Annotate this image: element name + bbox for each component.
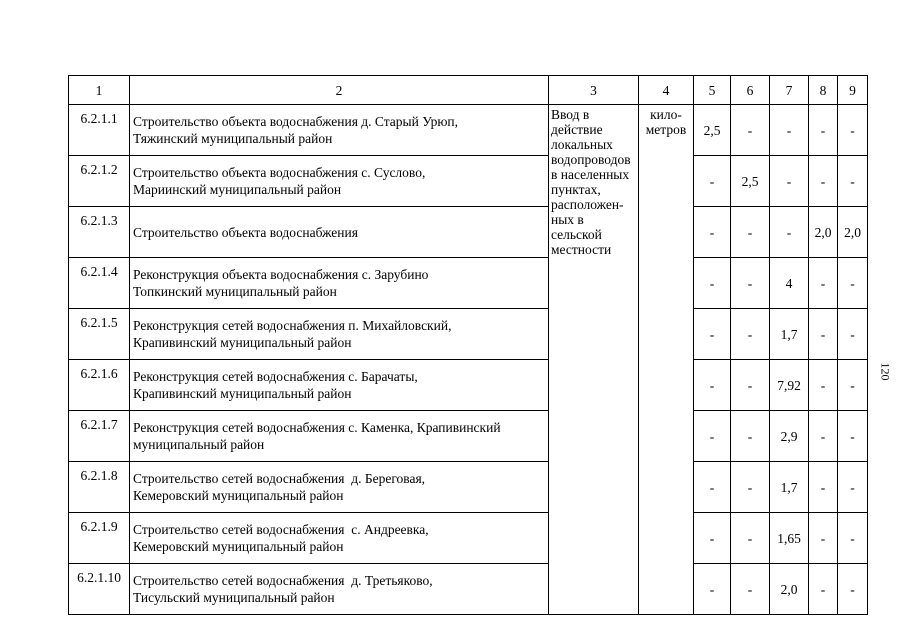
value-cell: 2,9: [770, 411, 809, 462]
value-cell: -: [770, 156, 809, 207]
column-header: 5: [694, 76, 731, 105]
row-name-line: Топкинский муниципальный район: [133, 284, 337, 299]
value-cell: -: [838, 156, 868, 207]
value-cell: -: [809, 564, 838, 615]
row-number: 6.2.1.3: [69, 207, 130, 258]
value-cell: -: [770, 207, 809, 258]
unit-of-measure: [639, 105, 694, 615]
value-cell: -: [809, 462, 838, 513]
row-name-line: Строительство сетей водоснабжения с. Андреевка,: [133, 522, 429, 537]
value-cell: -: [694, 411, 731, 462]
column-header: 1: [69, 76, 130, 105]
unit-of-measure-line: метров: [645, 122, 687, 137]
row-name: [130, 462, 549, 513]
row-number: 6.2.1.6: [69, 360, 130, 411]
row-number: 6.2.1.4: [69, 258, 130, 309]
value-cell: -: [731, 564, 770, 615]
table-row: [69, 360, 868, 411]
indicator-description-line: действие: [551, 122, 603, 137]
value-cell: -: [731, 207, 770, 258]
unit-of-measure-line: кило-: [650, 107, 682, 122]
value-cell: -: [731, 513, 770, 564]
row-name-line: Реконструкция сетей водоснабжения с. Каменка, Крапивинский: [133, 420, 501, 435]
row-name: [130, 360, 549, 411]
value-cell: -: [694, 513, 731, 564]
value-cell: 1,7: [770, 462, 809, 513]
row-number: 6.2.1.10: [69, 564, 130, 615]
program-table: [68, 75, 868, 615]
column-header: 9: [838, 76, 868, 105]
row-name-line: Строительство объекта водоснабжения с. Суслово,: [133, 165, 426, 180]
row-name-line: Кемеровский муниципальный район: [133, 488, 344, 503]
value-cell: -: [809, 258, 838, 309]
indicator-description-line: расположен-: [551, 197, 624, 212]
row-number: 6.2.1.7: [69, 411, 130, 462]
row-number: 6.2.1.1: [69, 105, 130, 156]
row-name-line: Строительство сетей водоснабжения д. Третьяково,: [133, 573, 433, 588]
row-name-line: Тяжинский муниципальный район: [133, 131, 333, 146]
value-cell: -: [838, 105, 868, 156]
row-name-line: Реконструкция сетей водоснабжения с. Барачаты,: [133, 369, 418, 384]
value-cell: -: [694, 207, 731, 258]
value-cell: 2,5: [694, 105, 731, 156]
row-name: [130, 309, 549, 360]
value-cell: 2,0: [809, 207, 838, 258]
column-header: 7: [770, 76, 809, 105]
indicator-description-line: пунктах,: [551, 182, 601, 197]
value-cell: -: [809, 360, 838, 411]
row-name-line: Реконструкция объекта водоснабжения с. Зарубино: [133, 267, 429, 282]
column-header: 3: [549, 76, 639, 105]
value-cell: -: [731, 360, 770, 411]
indicator-description-line: сельской: [551, 227, 602, 242]
row-name-line: муниципальный район: [133, 437, 265, 452]
value-cell: 2,5: [731, 156, 770, 207]
column-header: 6: [731, 76, 770, 105]
value-cell: -: [731, 462, 770, 513]
table-row: [69, 258, 868, 309]
value-cell: 2,0: [770, 564, 809, 615]
value-cell: 2,0: [838, 207, 868, 258]
indicator-description-line: ных в: [551, 212, 584, 227]
value-cell: -: [694, 462, 731, 513]
row-number: 6.2.1.2: [69, 156, 130, 207]
indicator-description-line: Ввод в: [551, 107, 590, 122]
row-name-line: Строительство объекта водоснабжения: [133, 224, 358, 240]
value-cell: -: [694, 309, 731, 360]
row-number: 6.2.1.8: [69, 462, 130, 513]
row-name: [130, 513, 549, 564]
value-cell: -: [694, 258, 731, 309]
row-number: 6.2.1.9: [69, 513, 130, 564]
indicator-description-line: в населенных: [551, 167, 630, 182]
page-number: 120: [878, 362, 893, 381]
value-cell: -: [731, 309, 770, 360]
value-cell: -: [809, 309, 838, 360]
value-cell: 4: [770, 258, 809, 309]
column-header: 8: [809, 76, 838, 105]
table-row: [69, 411, 868, 462]
table-row: [69, 105, 868, 156]
table-row: [69, 513, 868, 564]
table-row: [69, 462, 868, 513]
value-cell: -: [809, 156, 838, 207]
header-row: [69, 76, 868, 105]
row-name: [130, 156, 549, 207]
table-row: [69, 156, 868, 207]
table-row: [69, 207, 868, 258]
column-header: 4: [639, 76, 694, 105]
table-row: [69, 309, 868, 360]
value-cell: -: [809, 411, 838, 462]
row-name-line: Мариинский муниципальный район: [133, 182, 342, 197]
value-cell: -: [838, 309, 868, 360]
value-cell: -: [731, 258, 770, 309]
row-name-line: Реконструкция сетей водоснабжения п. Михайловский,: [133, 318, 452, 333]
value-cell: -: [694, 564, 731, 615]
row-name-line: Строительство объекта водоснабжения д. Старый Урюп,: [133, 114, 459, 129]
row-name: [130, 105, 549, 156]
value-cell: -: [770, 105, 809, 156]
value-cell: -: [809, 513, 838, 564]
value-cell: -: [731, 411, 770, 462]
value-cell: -: [838, 564, 868, 615]
row-name-line: Строительство сетей водоснабжения д. Береговая,: [133, 471, 426, 486]
row-name: [130, 207, 549, 258]
table-body: [69, 76, 868, 615]
value-cell: -: [694, 360, 731, 411]
row-name: [130, 564, 549, 615]
value-cell: -: [731, 105, 770, 156]
row-name-line: Кемеровский муниципальный район: [133, 539, 344, 554]
indicator-description: [549, 105, 639, 615]
row-name: [130, 411, 549, 462]
value-cell: -: [838, 462, 868, 513]
table-row: [69, 564, 868, 615]
value-cell: -: [838, 258, 868, 309]
indicator-description-line: водопроводов: [551, 152, 631, 167]
indicator-description-line: местности: [551, 242, 612, 257]
row-name-line: Крапивинский муниципальный район: [133, 386, 352, 401]
row-name-line: Крапивинский муниципальный район: [133, 335, 352, 350]
value-cell: 1,7: [770, 309, 809, 360]
row-name-line: Тисульский муниципальный район: [133, 590, 335, 605]
indicator-description-line: локальных: [551, 137, 613, 152]
row-number: 6.2.1.5: [69, 309, 130, 360]
column-header: 2: [130, 76, 549, 105]
value-cell: -: [809, 105, 838, 156]
value-cell: -: [838, 411, 868, 462]
row-name: [130, 258, 549, 309]
value-cell: -: [694, 156, 731, 207]
value-cell: 1,65: [770, 513, 809, 564]
value-cell: 7,92: [770, 360, 809, 411]
value-cell: -: [838, 360, 868, 411]
value-cell: -: [838, 513, 868, 564]
